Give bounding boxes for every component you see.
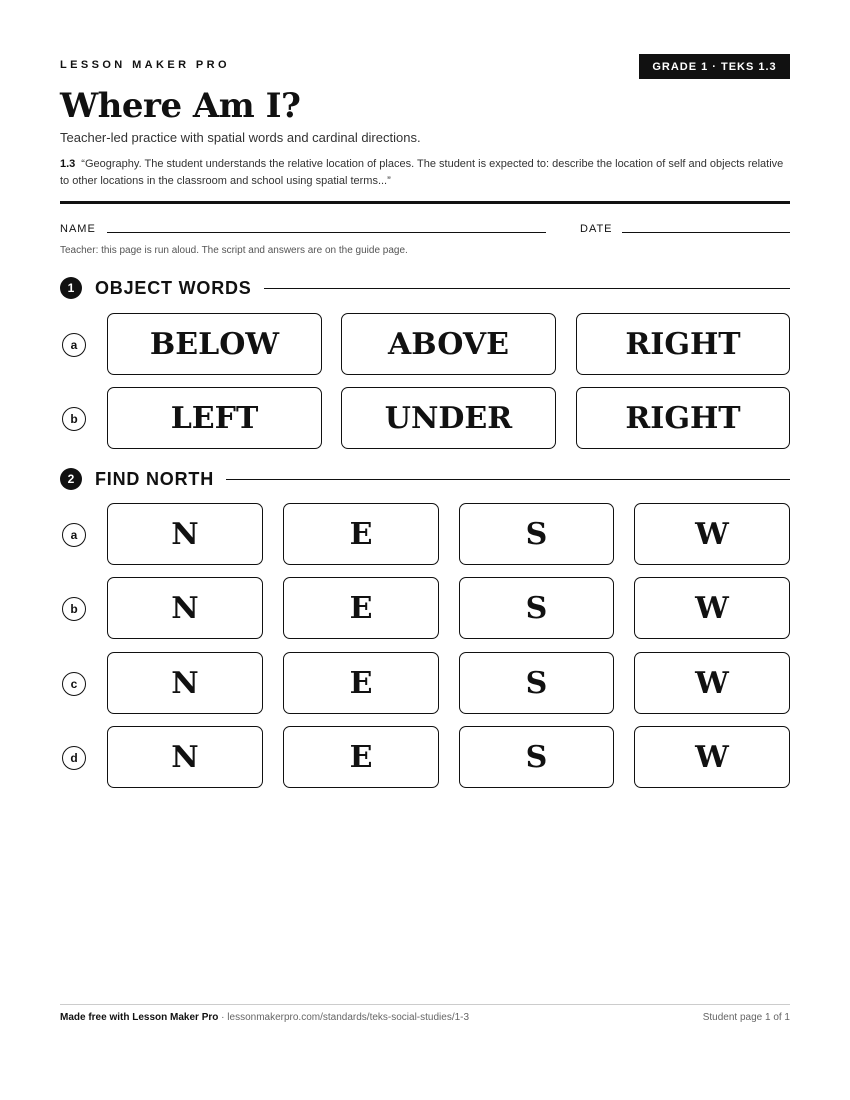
row-letter: b <box>62 597 86 621</box>
section-number: 2 <box>60 468 82 490</box>
teacher-note: Teacher: this page is run aloud. The script and answers are on the guide page. <box>60 245 408 256</box>
direction-card-w[interactable]: W <box>634 652 790 714</box>
grade-badge: GRADE 1 · TEKS 1.3 <box>639 54 790 79</box>
name-field[interactable] <box>107 232 546 233</box>
name-label: NAME <box>60 223 96 235</box>
page-title: Where Am I? <box>60 86 301 126</box>
find-north-row-a <box>60 503 790 565</box>
direction-card-s[interactable]: S <box>459 652 614 714</box>
object-words-row-a <box>60 313 790 375</box>
direction-card-e[interactable]: E <box>283 726 439 788</box>
section-number: 1 <box>60 277 82 299</box>
row-letter: a <box>62 333 86 357</box>
direction-card-n[interactable]: N <box>107 503 263 565</box>
direction-card-s[interactable]: S <box>459 503 614 565</box>
section-title: FIND NORTH <box>95 468 214 489</box>
word-card[interactable]: BELOW <box>107 313 322 375</box>
row-letter: b <box>62 407 86 431</box>
row-letter: d <box>62 746 86 770</box>
direction-card-w[interactable]: W <box>634 503 790 565</box>
footer-url-link[interactable]: lessonmakerpro.com/standards/teks-social-studies/1-3 <box>227 1012 470 1023</box>
footer-credit <box>60 1012 469 1023</box>
row-letter: c <box>62 672 86 696</box>
date-field[interactable] <box>622 232 790 233</box>
section-divider <box>264 288 790 289</box>
footer-made-with: Made free with Lesson Maker Pro <box>60 1012 219 1023</box>
page-subtitle: Teacher-led practice with spatial words and cardinal directions. <box>60 130 421 145</box>
object-words-row-b <box>60 387 790 449</box>
header-divider <box>60 201 790 204</box>
section-divider <box>226 479 790 480</box>
footer-separator: · <box>218 1012 228 1023</box>
word-card[interactable]: RIGHT <box>576 387 790 449</box>
word-card[interactable]: UNDER <box>341 387 556 449</box>
find-north-row-b <box>60 577 790 639</box>
brand-name: LESSON MAKER PRO <box>60 59 230 71</box>
find-north-row-c <box>60 652 790 714</box>
footer-divider <box>60 1004 790 1005</box>
direction-card-n[interactable]: N <box>107 652 263 714</box>
section-title: OBJECT WORDS <box>95 277 252 298</box>
direction-card-w[interactable]: W <box>634 577 790 639</box>
word-card[interactable]: RIGHT <box>576 313 790 375</box>
standard-description <box>60 156 790 190</box>
direction-card-n[interactable]: N <box>107 577 263 639</box>
section-find-north <box>60 466 790 492</box>
direction-card-w[interactable]: W <box>634 726 790 788</box>
direction-card-e[interactable]: E <box>283 652 439 714</box>
direction-card-n[interactable]: N <box>107 726 263 788</box>
find-north-row-d <box>60 726 790 788</box>
standard-code: 1.3 <box>60 158 76 170</box>
section-object-words <box>60 275 790 301</box>
footer-page-label: Student page 1 of 1 <box>702 1012 790 1023</box>
direction-card-s[interactable]: S <box>459 577 614 639</box>
direction-card-e[interactable]: E <box>283 503 439 565</box>
direction-card-s[interactable]: S <box>459 726 614 788</box>
word-card[interactable]: LEFT <box>107 387 322 449</box>
date-label: DATE <box>580 223 613 235</box>
direction-card-e[interactable]: E <box>283 577 439 639</box>
standard-text: “Geography. The student understands the relative location of places. The student is expected to: describe the location of self and objects relative to other locations in the classroom and school using spatial terms...” <box>60 158 784 187</box>
row-letter: a <box>62 523 86 547</box>
word-card[interactable]: ABOVE <box>341 313 556 375</box>
